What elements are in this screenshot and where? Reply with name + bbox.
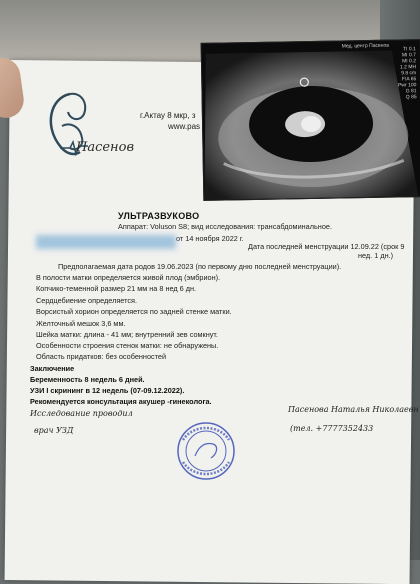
conclusion-line: Беременность 8 недель 6 дней. — [30, 375, 145, 384]
last-menstruation: Дата последней менструации 12.09.22 (срок 9 — [248, 242, 405, 251]
performed-by-label: Исследование проводил — [30, 409, 133, 418]
ultrasound-photo — [201, 39, 420, 201]
finding-line: Область придатков: без особенностей — [36, 352, 167, 361]
doctor-name: Пасенова Наталья Николаевн — [288, 405, 419, 414]
finding-line: Копчико-теменной размер 21 мм на 8 нед 6 дн. — [36, 284, 197, 293]
last-menstruation-cont: нед. 1 дн.) — [358, 251, 394, 260]
finding-line: Шейка матки: длина - 41 мм; внутренний зев сомкнут. — [36, 330, 218, 339]
exam-date: от 14 ноября 2022 г. — [176, 234, 244, 243]
finding-line: Желточный мешок 3,6 мм. — [36, 319, 126, 328]
doctor-phone: (тел. +7777352433 — [290, 424, 374, 433]
redacted-patient-name — [36, 235, 176, 249]
finding-line: Особенности строения стенок матки: не обнаружены. — [36, 341, 219, 350]
conclusion-line: УЗИ I скрининг в 12 недель (07-09.12.2022). — [30, 386, 185, 395]
ultrasound-image — [202, 40, 420, 200]
ultrasound-panel: TI 0.1 MI 0.7 MI 0.2 1.2 MH 9.8 cm F/A 65 Pwr 100 G 81 Q 85 — [398, 46, 417, 101]
clinic-stamp-icon — [175, 420, 237, 482]
finding-line: Сердцебиение определяется. — [36, 296, 138, 305]
role-label: врач УЗД — [34, 426, 74, 435]
finding-line: Ворсистый хорион определяется по задней стенке матки. — [36, 307, 232, 316]
clinic-website: www.pas — [168, 122, 201, 131]
clinic-address: г.Актау 8 мкр, з — [140, 111, 196, 120]
ultrasound-clinic: Мед. центр Пасенов — [341, 42, 390, 50]
logo-caption: Пасенов — [76, 140, 135, 155]
finding-line: В полости матки определяется живой плод (эмбрион). — [36, 273, 221, 282]
report-title: УЛЬТРАЗВУКОВО — [118, 211, 200, 221]
conclusion-line: Рекомендуется консультация акушер -гинеколога. — [30, 397, 212, 406]
apparatus-line: Аппарат: Voluson S8; вид исследования: трансабдоминальное. — [118, 222, 332, 231]
due-date: Предполагаемая дата родов 19.06.2023 (по первому дню последней менструации). — [58, 262, 342, 271]
conclusion-title: Заключение — [30, 364, 75, 373]
